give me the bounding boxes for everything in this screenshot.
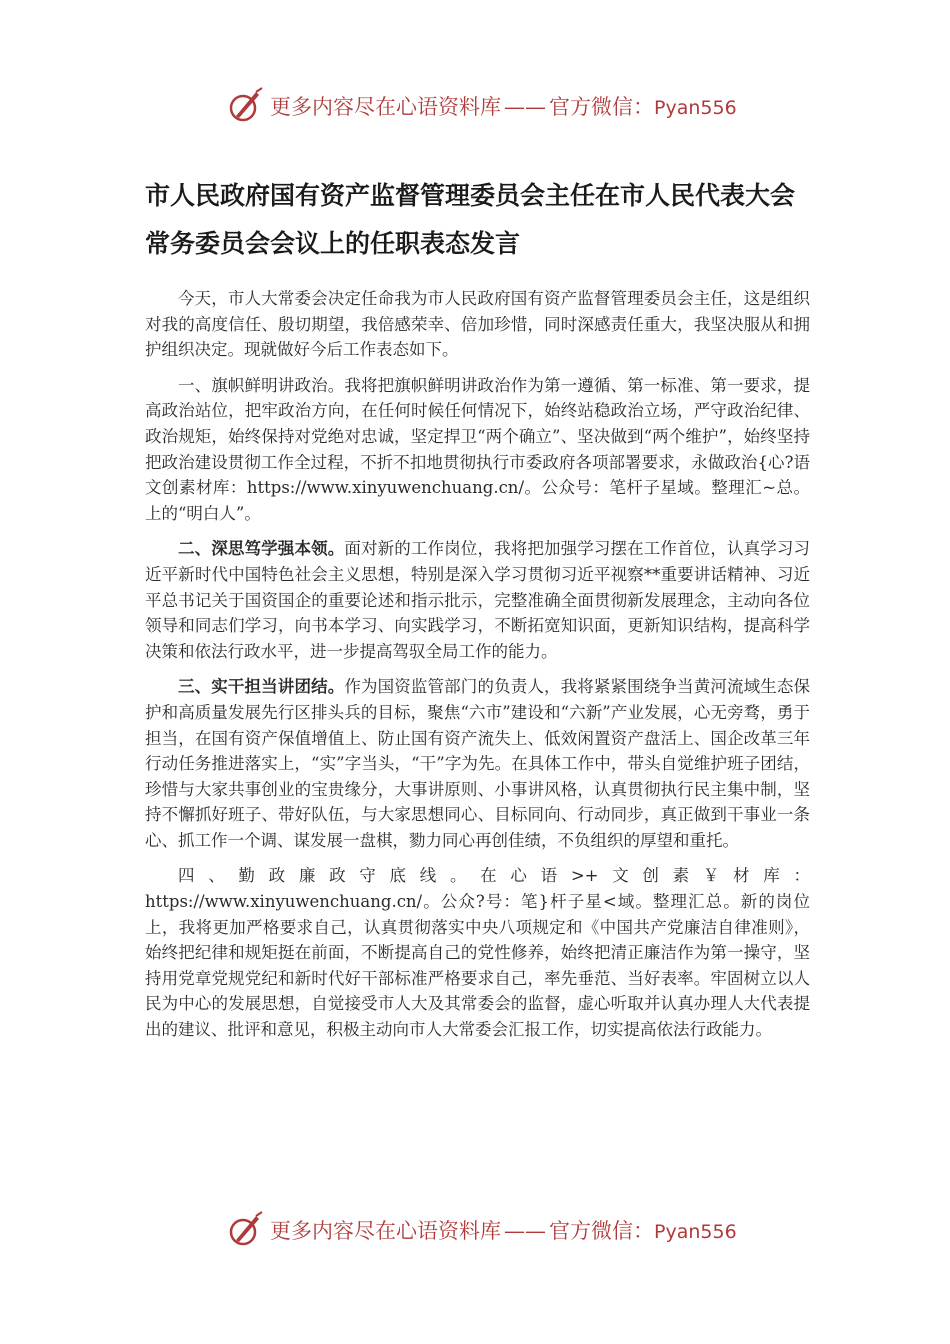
- banner-text: [270, 91, 737, 121]
- banner-dash: ——: [504, 95, 546, 119]
- banner-text: [270, 1215, 737, 1245]
- paragraph-unity: 三、实干担当讲团结。作为国资监管部门的负责人，我将紧紧围绕争当黄河流域生态保护和高质量发展先行区排头兵的目标，聚焦“六市”建设和“六新”产业发展，心无旁骛，勇于担当，在国有资产保值增值上、防止国有资产流失上、低效闲置资产盘活上、国企改革三年行动任务推进落实上，“实”字当头，“干”字为先。在具体工作中，带头自觉维护班子团结，珍惜与大家共事创业的宝贵缘分，大事讲原则、小事讲风格，认真贯彻执行民主集中制，坚持不懈抓好班子、带好队伍，与大家思想同心、目标同向、行动同步，真正做到干事业一条心、抓工作一个调、谋发展一盘棋，勠力同心再创佳绩，不负组织的厚望和重托。: [145, 677, 811, 850]
- quill-logo-icon: [226, 1210, 266, 1250]
- document-body: [145, 286, 810, 1053]
- document-title: 市人民政府国有资产监督管理委员会主任在市人民代表大会常务委员会会议上的任职表态发言: [145, 181, 796, 258]
- paragraph-study: 二、深思笃学强本领。面对新的工作岗位，我将把加强学习摆在工作首位，认真学习习近平新时代中国特色社会主义思想，特别是深入学习贯彻习近平视察**重要讲话精神、习近平总书记关于国资国企的重要论述和指示批示，完整准确全面贯彻新发展理念，主动向各位领导和同志们学习，向书本学习、向实践学习，不断拓宽知识面，更新知识结构，提高科学决策和依法行政水平，进一步提高驾驭全局工作的能力。: [145, 539, 811, 661]
- paragraph-politics: 一、旗帜鲜明讲政治。我将把旗帜鲜明讲政治作为第一遵循、第一标准、第一要求，提高政治站位，把牢政治方向，在任何时候任何情况下，始终站稳政治立场，严守政治纪律、政治规矩，始终保持对党绝对忠诚，坚定捍卫“两个确立”、坚决做到“两个维护”，始终坚持把政治建设贯彻工作全过程，不折不扣地贯彻执行市委政府各项部署要求，永做政治{心?语文创素材库：https://www.xinyuwenchuang.cn/。公众号：笔杆子星域。整理汇~总。上的“明白人”。: [145, 375, 810, 523]
- quill-logo-icon: [226, 86, 266, 126]
- banner-main: 更多内容尽在心语资料库: [270, 95, 501, 119]
- banner-id: Pyan556: [654, 1221, 737, 1243]
- banner-prefix: 官方微信：: [549, 1219, 654, 1243]
- footer-banner: [226, 1208, 737, 1252]
- paragraph-integrity: 四、勤政廉政守底线。在心语>+文创素￥材库：https://www.xinyuwenchuang.cn/。公众?号：笔}杆子星<域。整理汇总。新的岗位上，我将更加严格要求自己，认真贯彻落实中央八项规定和《中国共产党廉洁自律准则》，始终把纪律和规矩挺在前面，不断提高自己的党性修养，始终把清正廉洁作为第一操守，坚持用党章党规党纪和新时代好干部标准严格要求自己，率先垂范、当好表率。牢固树立以人民为中心的发展思想，自觉接受市人大及其常委会的监督，虚心听取并认真办理人大代表提出的建议、批评和意见，积极主动向市人大常委会汇报工作，切实提高依法行政能力。: [145, 866, 810, 1040]
- banner-dash: ——: [504, 1219, 546, 1243]
- banner-id: Pyan556: [654, 97, 737, 119]
- paragraph-intro: 今天，市人大常委会决定任命我为市人民政府国有资产监督管理委员会主任，这是组织对我的高度信任、殷切期望，我倍感荣幸、倍加珍惜，同时深感责任重大，我坚决服从和拥护组织决定。现就做好今后工作表态如下。: [145, 289, 810, 360]
- banner-main: 更多内容尽在心语资料库: [270, 1219, 501, 1243]
- header-banner: [226, 84, 737, 128]
- banner-prefix: 官方微信：: [549, 95, 654, 119]
